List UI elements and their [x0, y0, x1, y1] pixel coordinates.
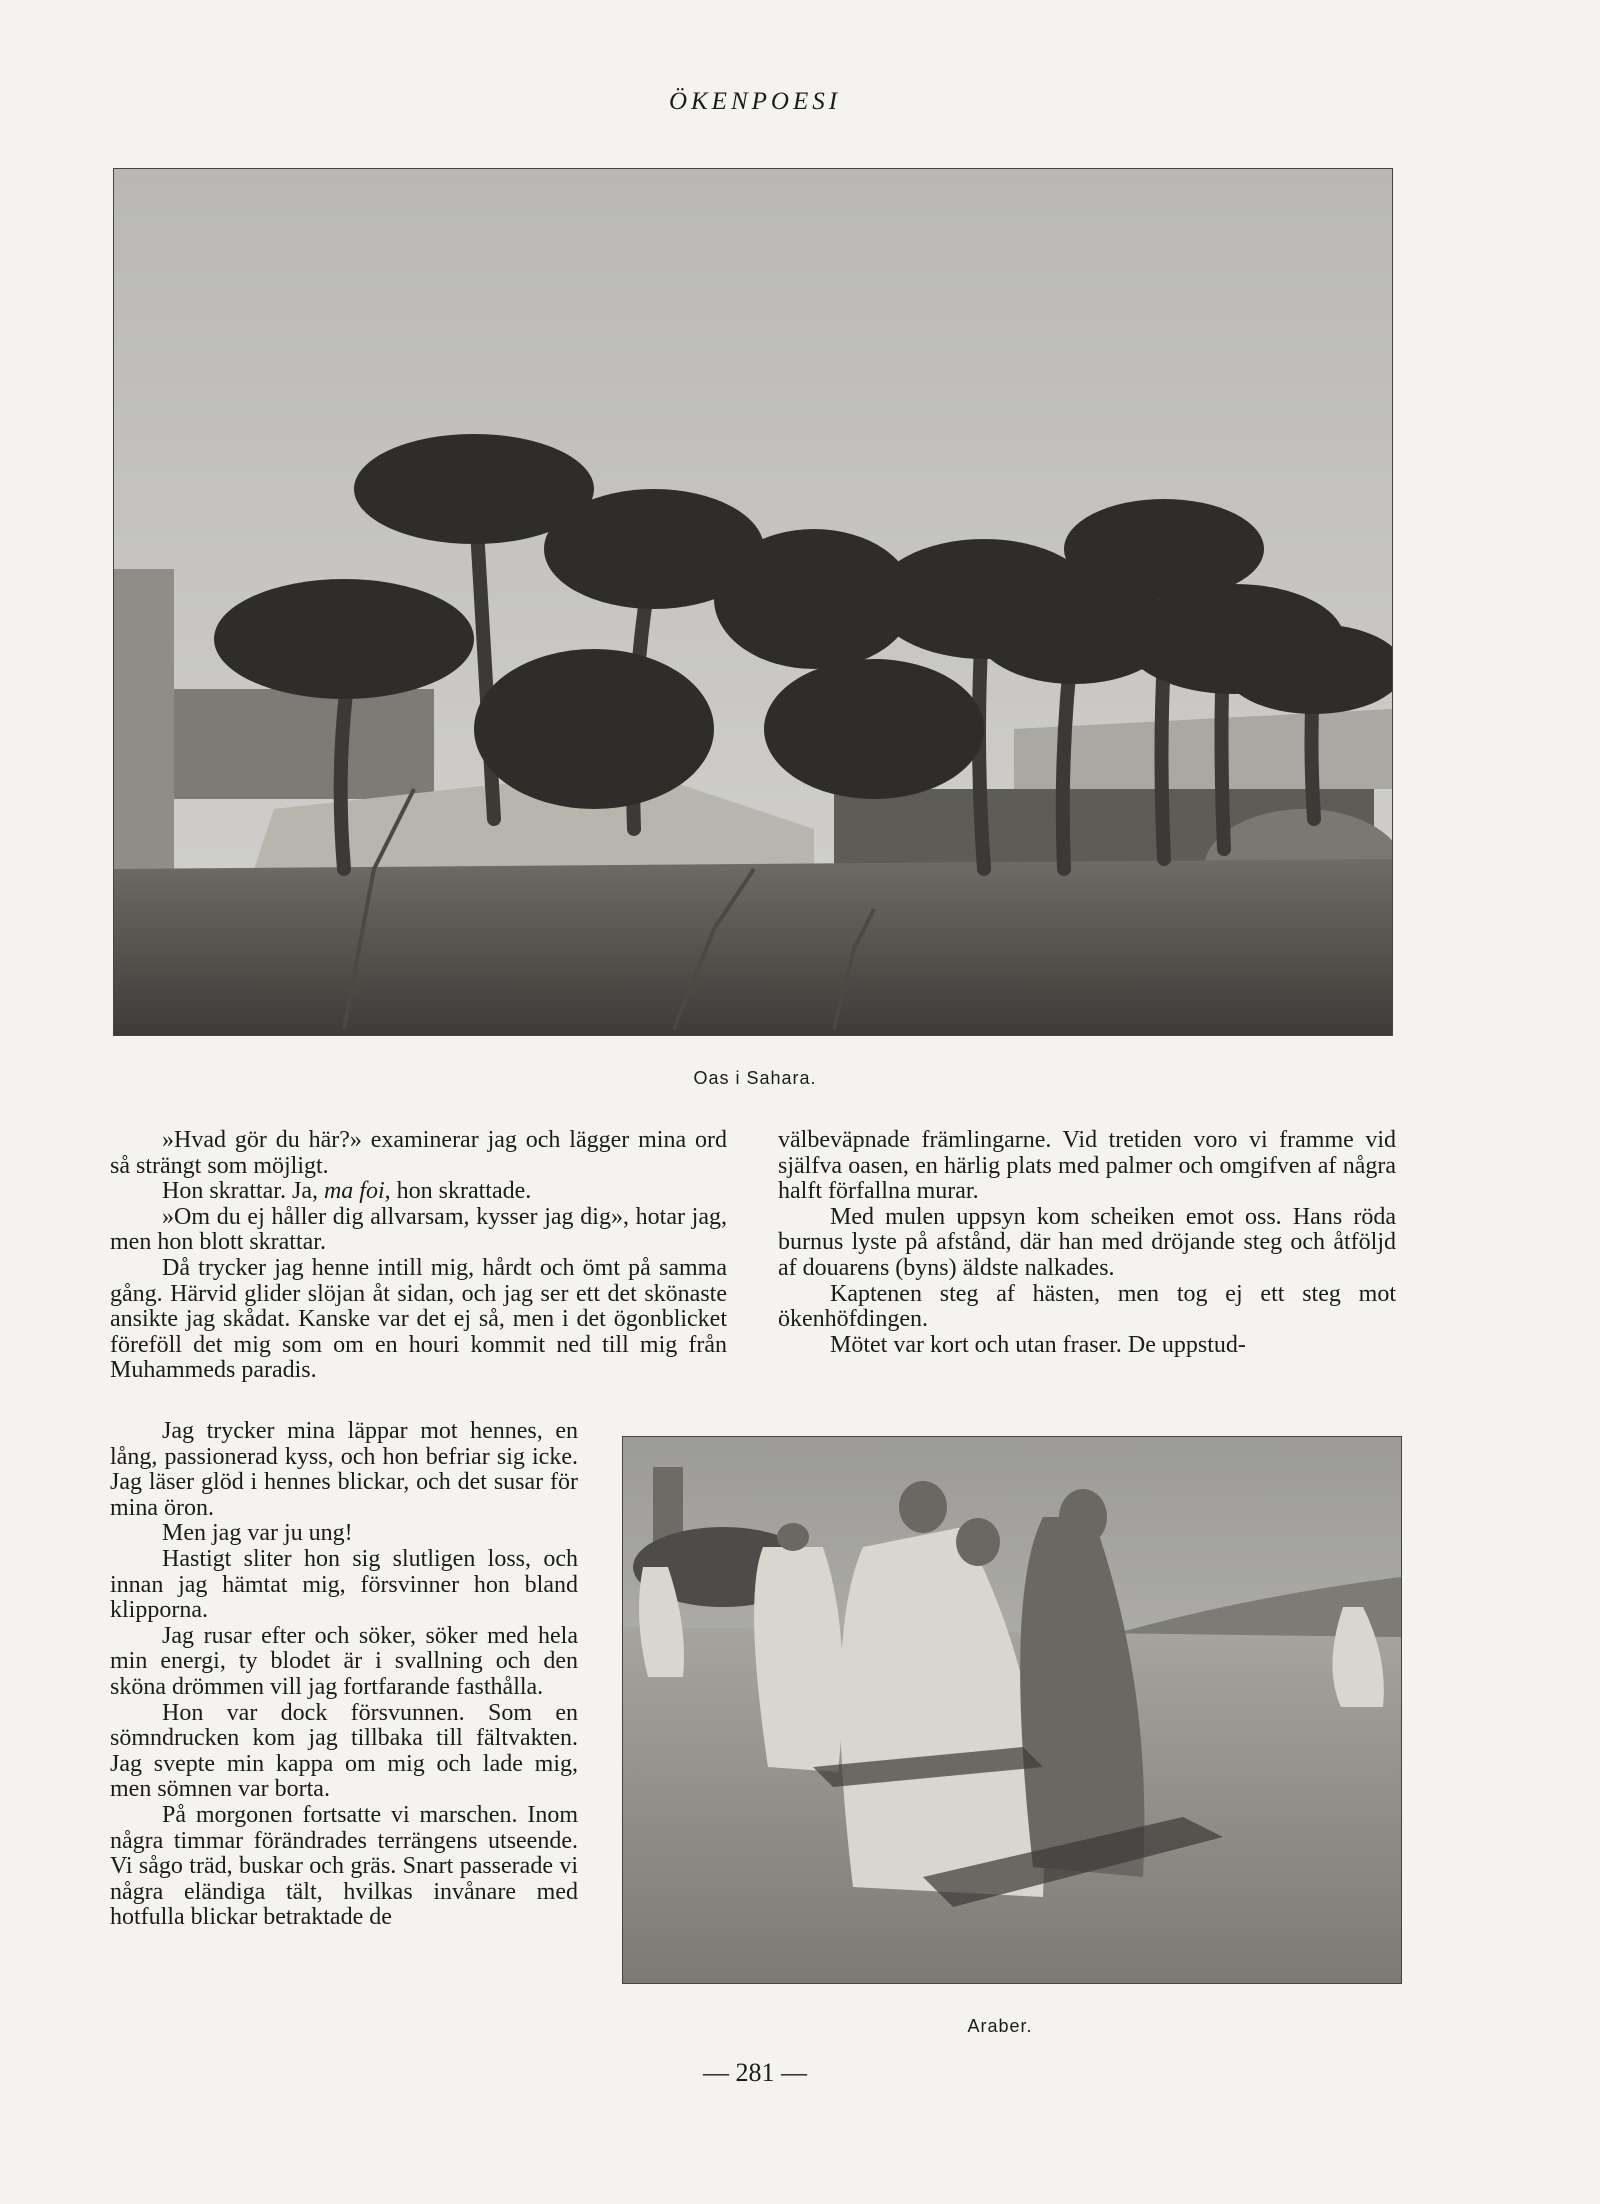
- paragraph: Jag trycker mina läppar mot hennes, en lång, passionerad kyss, och hon befriar sig icke. Jag läser glöd i hennes blickar, och det susar för mina öron.: [110, 1418, 578, 1521]
- paragraph: Men jag var ju ung!: [162, 1520, 353, 1547]
- paragraph: [110, 1179, 727, 1205]
- right-column: [778, 1128, 1396, 1358]
- left-column: [110, 1128, 727, 1384]
- paragraph: Kaptenen steg af hästen, men tog ej ett steg mot ökenhöfdingen.: [778, 1280, 1396, 1333]
- oasis-photo: [113, 168, 1393, 1036]
- italic-phrase: ma foi,: [323, 1178, 391, 1205]
- arabs-illustration: [623, 1437, 1401, 1983]
- paragraph: Hastigt sliter hon sig slutligen loss, och innan jag hämtat mig, försvinner hon bland klipporna.: [110, 1545, 578, 1624]
- oasis-illustration: [114, 169, 1392, 1035]
- paragraph: »Hvad gör du här?» examinerar jag och lägger mina ord så strängt som möjligt.: [110, 1127, 727, 1179]
- text-run: Hon skrattar. Ja,: [162, 1178, 324, 1205]
- paragraph: Med mulen uppsyn kom scheiken emot oss. Hans röda burnus lyste på afstånd, där han med dröjande steg och åtföljd af douarens (byns) äldste nalkades.: [778, 1203, 1396, 1281]
- paragraph: På morgonen fortsatte vi marschen. Inom några timmar förändrades terrängens utseende. Vi sågo träd, buskar och gräs. Snart passerade vi några eländiga tält, hvilkas invånare med hotfulla blickar betraktade de: [110, 1801, 578, 1931]
- paragraph: Mötet var kort och utan fraser. De uppstud-: [830, 1331, 1246, 1358]
- arabs-photo: [622, 1436, 1402, 1984]
- paragraph: Jag rusar efter och söker, söker med hela min energi, ty blodet är i svallning och den sköna drömmen vill jag fortfarande fasthålla.: [110, 1622, 578, 1700]
- left-narrow-column: [110, 1419, 578, 1931]
- paragraph: Då trycker jag henne intill mig, hårdt och ömt på samma gång. Härvid glider slöjan åt sidan, och jag ser ett det skönaste ansikte jag skådat. Kanske var det ej så, men i det ögonblicket föreföll det mig som om en houri kommit ned till mig från Muhammeds paradis.: [110, 1254, 727, 1384]
- running-title: ÖKENPOESI: [668, 88, 842, 115]
- paragraph: »Om du ej håller dig allvarsam, kysser jag dig», hotar jag, men hon blott skrattar.: [110, 1203, 727, 1256]
- oasis-caption: Oas i Sahara.: [693, 1068, 817, 1088]
- paragraph: välbeväpnade främlingarne. Vid tretiden voro vi framme vid själfva oasen, en härlig plats med palmer och omgifven af några halft förfallna murar.: [778, 1127, 1396, 1205]
- text-run: hon skrattade.: [390, 1178, 532, 1205]
- page-number: — 281 —: [703, 2058, 807, 2087]
- paragraph: Hon var dock försvunnen. Som en sömndrucken kom jag tillbaka till fältvakten. Jag svepte min kappa om mig och lade mig, men sömnen var borta.: [110, 1699, 578, 1803]
- arabs-caption: Araber.: [967, 2016, 1033, 2036]
